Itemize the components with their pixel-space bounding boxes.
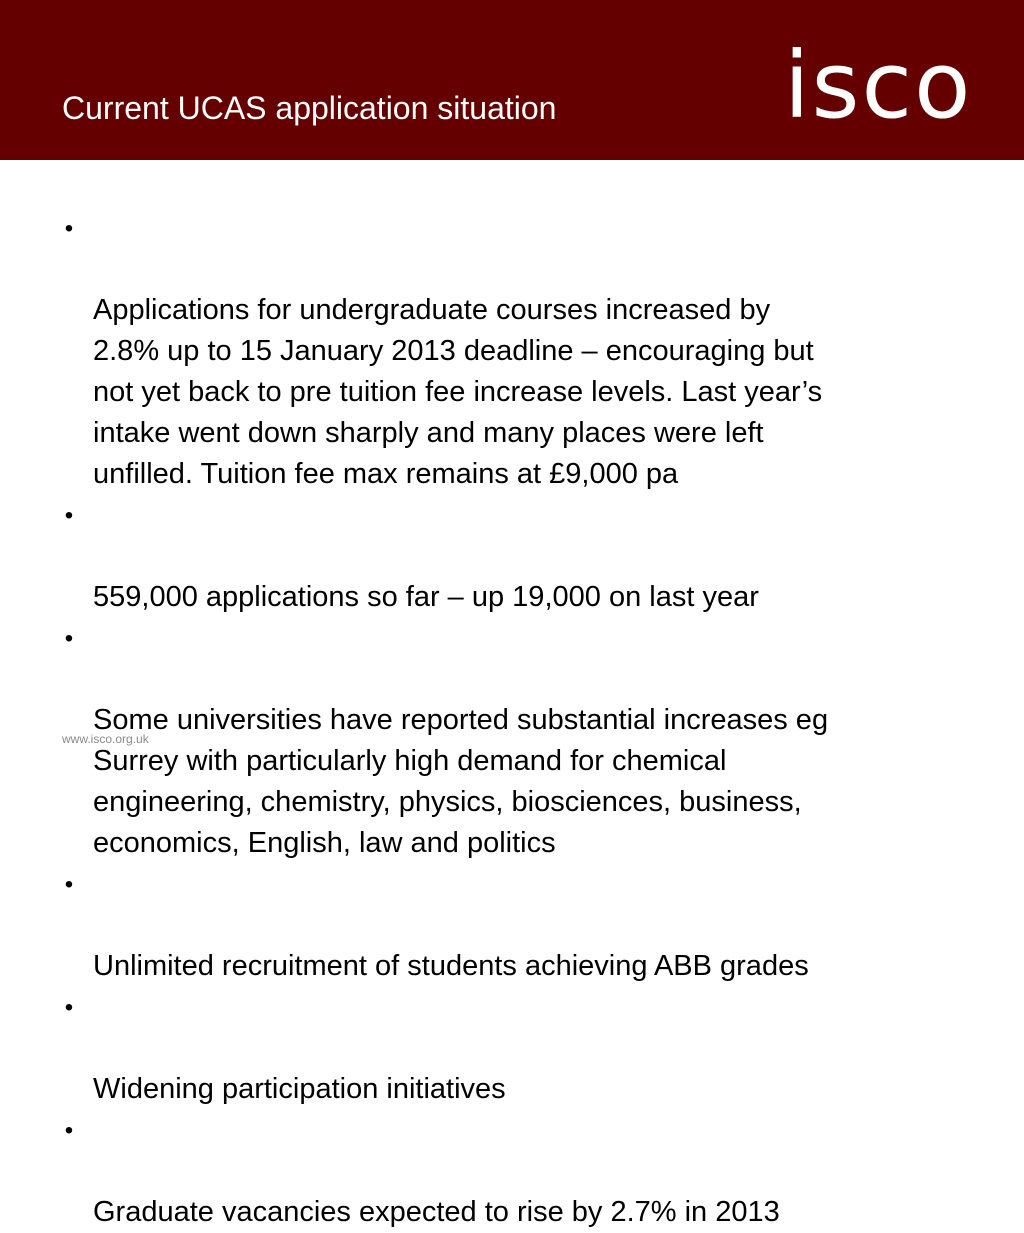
bullet-icon: • xyxy=(64,1117,74,1144)
footer-url: www.isco.org.uk xyxy=(62,732,149,746)
bullet-item xyxy=(58,208,988,495)
bullet-icon: • xyxy=(64,625,74,652)
bullet-icon: • xyxy=(64,502,74,529)
slide-title: Current UCAS application situation xyxy=(62,90,557,126)
slide-header xyxy=(0,0,1024,160)
bullet-item xyxy=(58,495,988,618)
bullet-list xyxy=(58,208,988,1233)
bullet-icon: • xyxy=(64,994,74,1021)
isco-logo: isco xyxy=(784,32,973,139)
bullet-item xyxy=(58,864,988,987)
bullet-icon: • xyxy=(64,215,74,242)
bullet-item xyxy=(58,987,988,1110)
bullet-item xyxy=(58,618,988,864)
bullet-text: Widening participation initiatives xyxy=(93,1073,506,1105)
bullet-text: Applications for undergraduate courses increased by 2.8% up to 15 January 2013 deadline – encouraging but not yet back to pre tuition fee increase levels. Last year’s intake went down sharply and many places were left unfilled. Tuition fee max remains at £9,000 pa xyxy=(93,294,823,490)
bullet-text: Some universities have reported substantial increases eg Surrey with particularly high demand for chemical engineering, chemistry, physics, biosciences, business, economics, English, law and politics xyxy=(93,704,829,859)
bullet-text: 559,000 applications so far – up 19,000 on last year xyxy=(93,581,759,613)
bullet-text: Unlimited recruitment of students achieving ABB grades xyxy=(93,950,809,982)
bullet-item xyxy=(58,1110,988,1233)
bullet-text: Graduate vacancies expected to rise by 2.7% in 2013 xyxy=(93,1196,780,1228)
bullet-icon: • xyxy=(64,871,74,898)
